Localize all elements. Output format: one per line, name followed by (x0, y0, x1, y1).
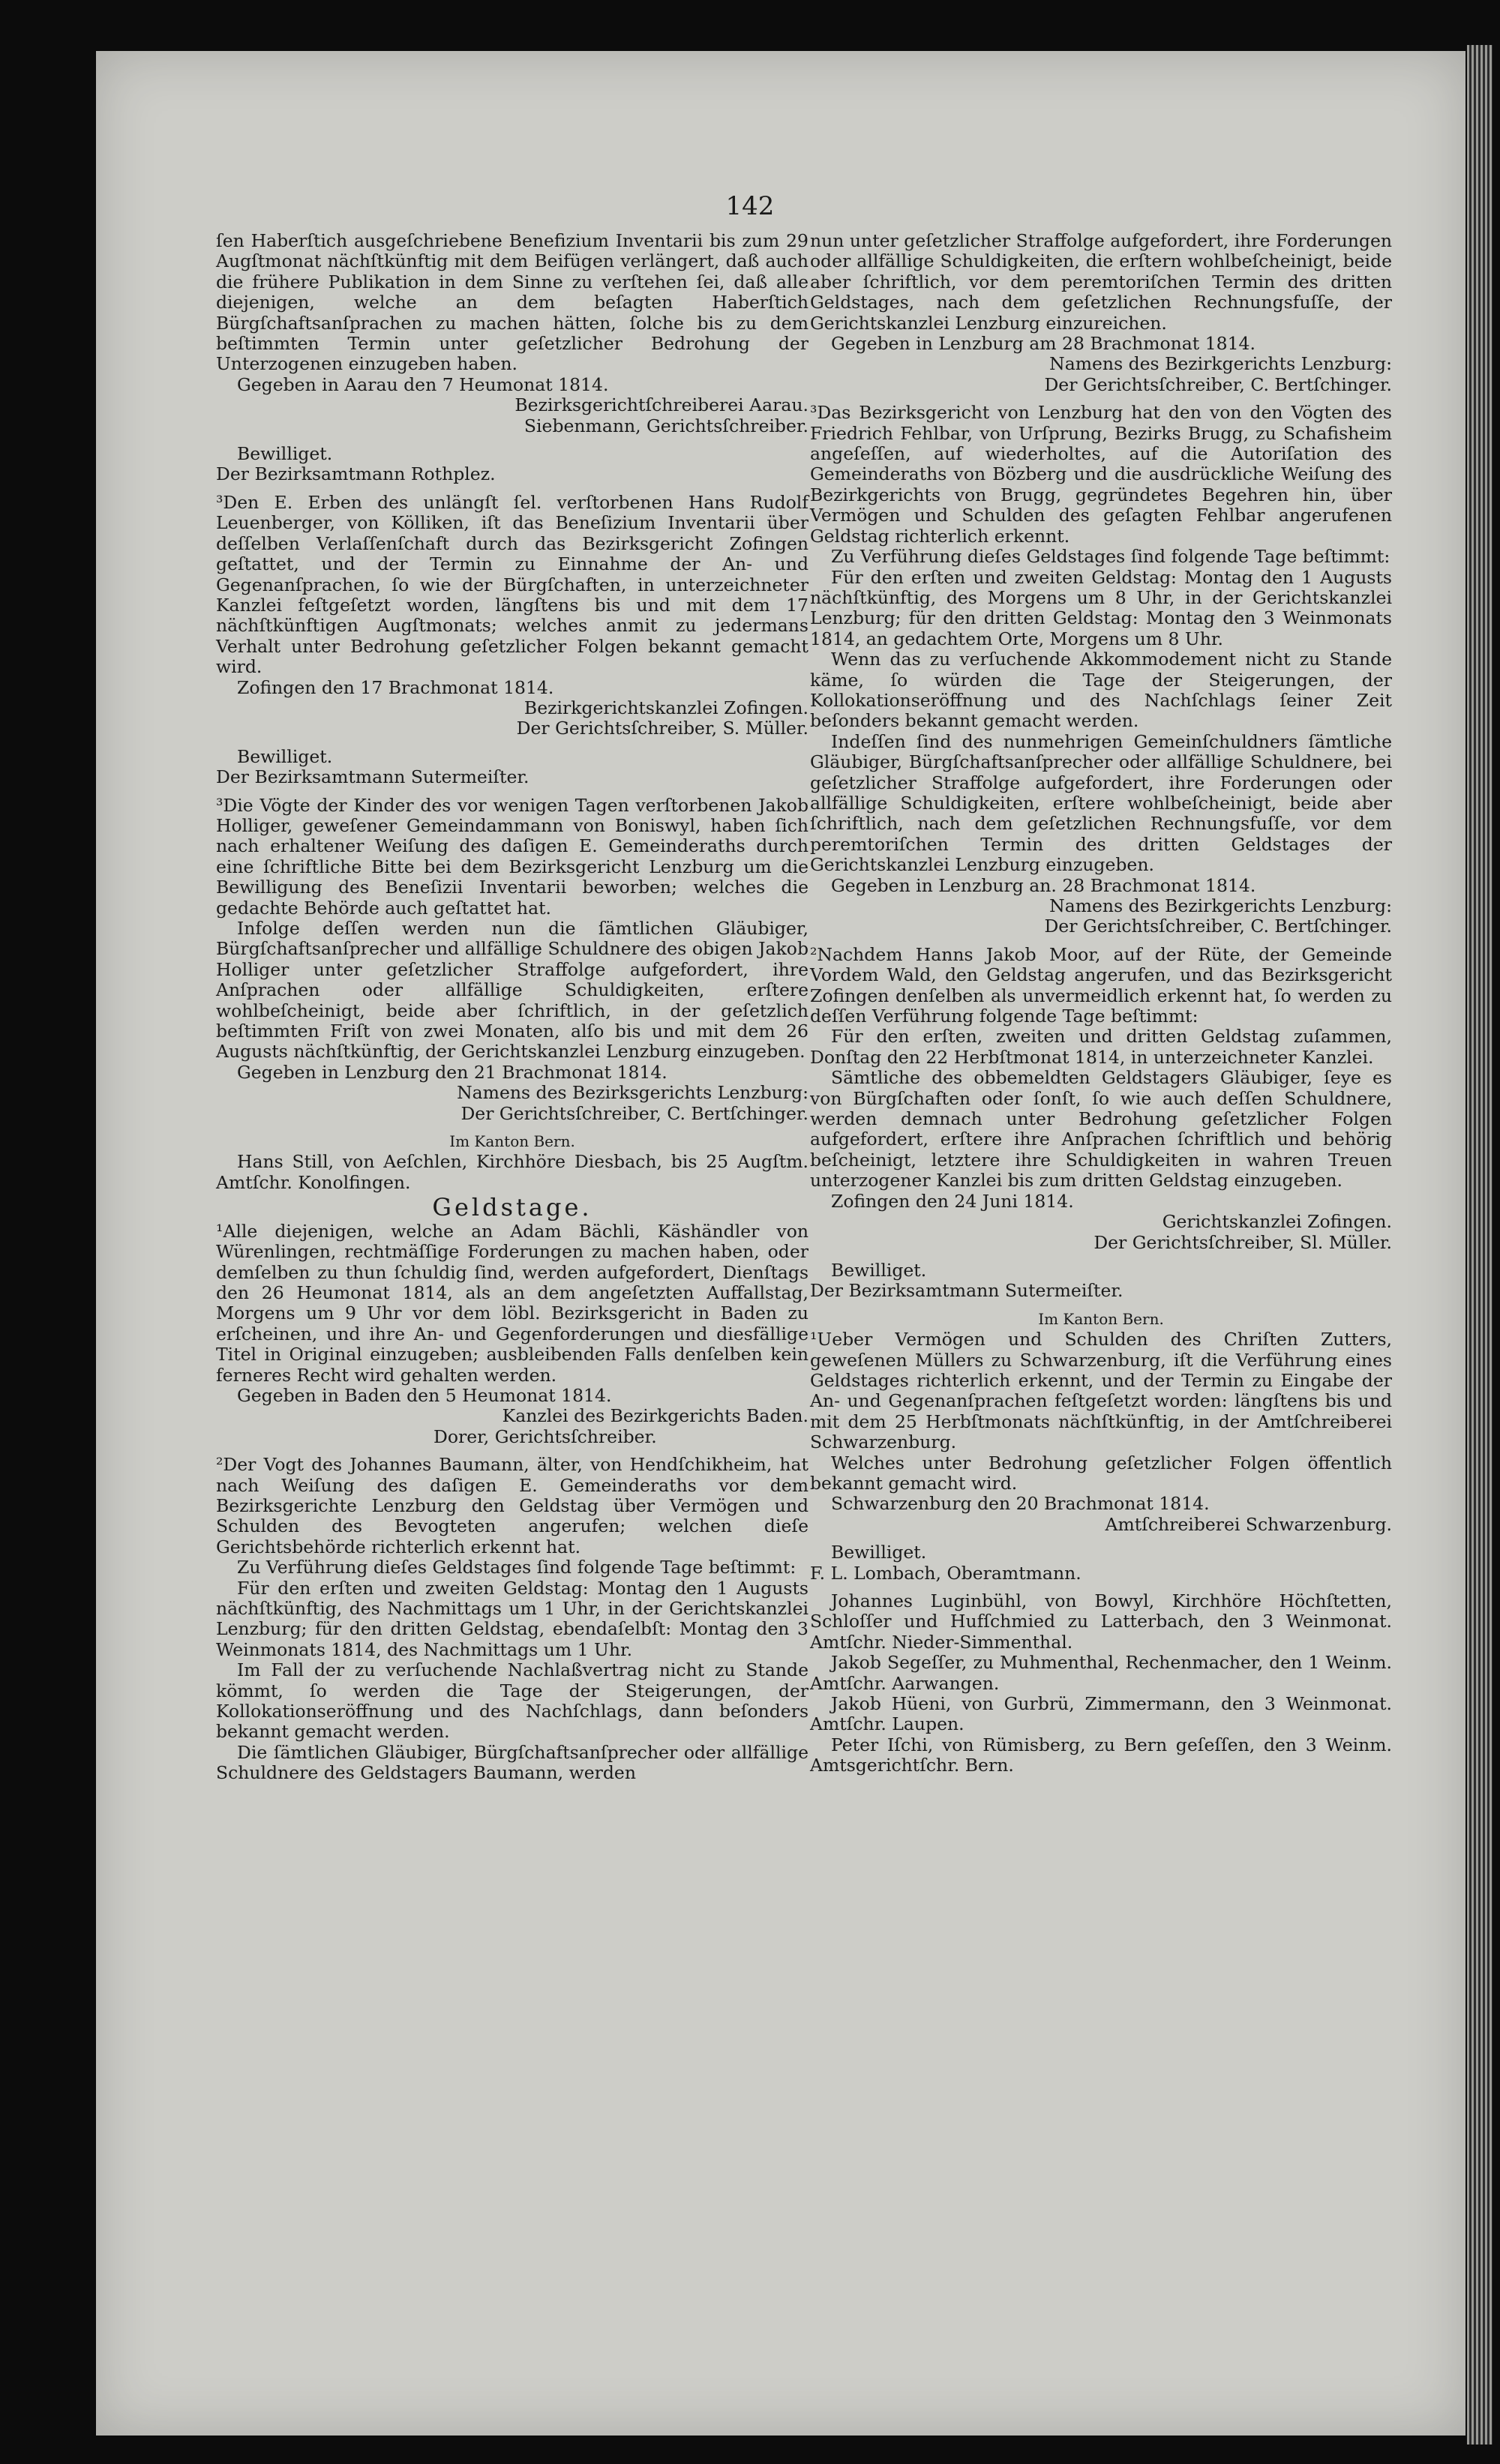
left-column-paragraph: ¹Alle diejenigen, welche an Adam Bächli, Käshändler von Würenlingen, rechtmäſſige Forderungen zu machen haben, oder demſelben zu thun ſchuldig ſind, werden aufgefordert, Dienſtags den 26 Heumonat 1814, als an dem angeſetzten Auffallstag, Morgens um 9 Uhr vor dem löbl. Bezirksgericht in Baden zu erſcheinen, und ihre An- und Gegenforderungen und diesfällige Titel in Original einzugeben; ausbleibenden Falls denſelben kein ferneres Recht wird gehalten werden. (216, 1220, 808, 1386)
left-column-paragraph: Im Kanton Bern. (449, 1132, 575, 1151)
right-column-paragraph: Im Kanton Bern. (1038, 1309, 1164, 1328)
left-column-paragraph: Im Fall der zu verſuchende Nachlaßvertrag nicht zu Stande kömmt, ſo werden die Tage der Steigerungen, der Kollokationseröffnung und des Nachſchlags, dann beſonders bekannt gemacht werden. (216, 1659, 808, 1743)
right-column-paragraph: Der Bezirksamtmann Sutermeiſter. (810, 1280, 1124, 1302)
left-column-paragraph: ³Die Vögte der Kinder des vor wenigen Tagen verſtorbenen Jakob Holliger, geweſener Gemeindammann von Boniswyl, haben ſich nach erhaltener Weiſung des daſigen E. Gemeinderaths durch eine ſchriftliche Bitte bei dem Bezirksgericht Lenzburg um die Bewilligung des Beneſizii Inventarii beworben; welches die gedachte Behörde auch geſtattet hat. (216, 794, 808, 919)
right-column-paragraph: Zu Verführung dieſes Geldstages ſind folgende Tage beſtimmt: (831, 546, 1390, 568)
right-column-paragraph: Jakob Hüeni, von Gurbrü, Zimmermann, den 3 Weinmonat. Amtſchr. Laupen. (810, 1693, 1392, 1735)
right-column-paragraph: Amtſchreiberei Schwarzenburg. (1105, 1513, 1392, 1535)
left-column-paragraph: Bezirkgerichtskanzlei Zofingen. (524, 697, 808, 718)
right-column-paragraph: Zofingen den 24 Juni 1814. (831, 1190, 1074, 1212)
right-column-paragraph: Der Gerichtsſchreiber, C. Bertſchinger. (1044, 373, 1392, 395)
right-column-paragraph: Namens des Bezirkgerichts Lenzburg: (1049, 353, 1392, 375)
right-column-paragraph: F. L. Lombach, Oberamtmann. (810, 1562, 1082, 1584)
right-column-paragraph: Bewilliget. (831, 1542, 927, 1563)
left-column-paragraph: Der Gerichtsſchreiber, S. Müller. (516, 718, 808, 739)
left-column-paragraph: Siebenmann, Gerichtsſchreiber. (524, 415, 808, 436)
left-column (216, 231, 808, 1784)
left-column-paragraph: Der Bezirksamtmann Rothplez. (216, 463, 496, 485)
right-column-paragraph: Gegeben in Lenzburg am 28 Brachmonat 1814. (831, 333, 1256, 355)
left-column-paragraph: Bezirksgerichtſchreiberei Aarau. (514, 394, 808, 416)
right-column-paragraph: Namens des Bezirkgerichts Lenzburg: (1049, 895, 1392, 916)
right-column-paragraph: ³Das Bezirksgericht von Lenzburg hat den von den Vögten des Friedrich Fehlbar, von Urſprung, Bezirks Brugg, zu Schafisheim angeſeſſen, auf wiederholtes, auf die Autoriſation des Gemeinderaths von Bözberg und die ausdrückliche Weiſung des Bezirkgerichts von Brugg, gegründetes Begehren hin, über Vermögen und Schulden des geſagten Fehlbar angerufenen Geldstag richterlich erkennt. (810, 402, 1392, 547)
right-column-paragraph: Der Gerichtsſchreiber, C. Bertſchinger. (1044, 916, 1392, 937)
page-number: 142 (725, 191, 775, 221)
left-column-paragraph: Gegeben in Aarau den 7 Heumonat 1814. (237, 373, 609, 395)
left-column-paragraph: Der Bezirksamtmann Sutermeiſter. (216, 766, 530, 788)
right-column-paragraph: ²Nachdem Hanns Jakob Moor, auf der Rüte, der Gemeinde Vordem Wald, den Geldstag angerufen, und das Bezirksgericht Zofingen denſelben als unvermeidlich erkennt hat, ſo werden zu deſſen Verführung folgende Tage beſtimmt: (810, 943, 1392, 1027)
right-column-paragraph: Sämtliche des obbemeldten Geldstagers Gläubiger, ſeye es von Bürgſchaften oder ſonſt, ſo wie auch deſſen Schuldnere, werden demnach unter Bedrohung geſetzlicher Folgen aufgefordert, erſtere ihre Anſprachen ſchriftlich und behörig beſcheinigt, letztere ihre Schuldigkeiten in wahren Treuen unterzogener Kanzlei bis zum dritten Geldstag einzugeben. (810, 1067, 1392, 1192)
left-column-paragraph: Infolge deſſen werden nun die ſämtlichen Gläubiger, Bürgſchaftsanſprecher und allfällige Schuldnere des obigen Jakob Holliger unter geſetzlicher Straffolge aufgefordert, ihre Anſprachen oder allfällige Schuldigkeiten, erſtere wohlbeſcheinigt, beide aber ſchriftlich, in der geſetzlich beſtimmten Friſt von zwei Monaten, alſo bis und mit dem 26 Augusts nächſtkünftig, der Gerichtskanzlei Lenzburg einzugeben. (216, 918, 808, 1063)
left-column-paragraph: Dorer, Gerichtsſchreiber. (434, 1425, 657, 1447)
right-column-paragraph: Indeſſen ſind des nunmehrigen Gemeinſchuldners ſämtliche Gläubiger, Bürgſchaftsanſprecher oder allfällige Schuldnere, bei geſetzlicher Straffolge aufgefordert, ihre Forderungen oder allfällige Schuldigkeiten, erſtere wohlbeſcheinigt, beide aber ſchriftlich, nach dem geſetzlichen Rechnungsfuſſe, vor dem peremtoriſchen Termin des dritten Geldstages der Gerichtskanzlei Lenzburg einzugeben. (810, 730, 1392, 876)
left-column-paragraph: ſen Haberſtich ausgeſchriebene Benefizium Inventarii bis zum 29 Augſtmonat nächſtkünftig mit dem Beifügen verlängert, daß auch die frühere Publikation in dem Sinne zu verſtehen ſei, daß alle diejenigen, welche an dem beſagten Haberſtich Bürgſchaftsanſprachen zu machen hätten, ſolche bis zu dem beſtimmten Termin unter geſetzlicher Bedrohung der Unterzogenen einzugeben haben. (216, 230, 808, 375)
right-column-paragraph: Peter Iſchi, von Rümisberg, zu Bern geſeſſen, den 3 Weinm. Amtsgerichtſchr. Bern. (810, 1734, 1392, 1776)
left-column-paragraph: Zu Verführung dieſes Geldstages ſind folgende Tage beſtimmt: (237, 1557, 796, 1578)
left-column-paragraph: Hans Still, von Aeſchlen, Kirchhöre Diesbach, bis 25 Augſtm. Amtſchr. Konolfingen. (216, 1151, 808, 1193)
left-column-paragraph: Gegeben in Lenzburg den 21 Brachmonat 1814. (237, 1061, 668, 1083)
left-column-paragraph: Namens des Bezirksgerichts Lenzburg: (457, 1082, 808, 1104)
left-column-paragraph: Für den erſten und zweiten Geldstag: Montag den 1 Augusts nächſtkünftig, des Nachmittags um 1 Uhr, in der Gerichtskanzlei Lenzburg; für den dritten Geldstag, ebendaſelbſt: Montag den 3 Weinmonats 1814, des Nachmittags um 1 Uhr. (216, 1577, 808, 1660)
left-column-paragraph: Geldstage. (432, 1193, 592, 1222)
right-column-paragraph: Gegeben in Lenzburg an. 28 Brachmonat 1814. (831, 874, 1256, 896)
left-column-paragraph: Bewilliget. (237, 443, 333, 465)
left-column-paragraph: Kanzlei des Bezirkgerichts Baden. (502, 1405, 808, 1427)
right-column-paragraph: Jakob Segeſſer, zu Muhmenthal, Rechenmacher, den 1 Weinm. Amtſchr. Aarwangen. (810, 1652, 1392, 1694)
left-column-paragraph: Bewilliget. (237, 745, 333, 767)
left-column-paragraph: ²Der Vogt des Johannes Baumann, älter, von Hendſchikheim, hat nach Weiſung des daſigen E. Gemeinderaths vor dem Bezirksgerichte Lenzburg den Geldstag über Vermögen und Schulden des Bevogteten angerufen; welchen dieſe Gerichtsbehörde richterlich erkennt hat. (216, 1454, 808, 1557)
right-column-paragraph: Johannes Luginbühl, von Bowyl, Kirchhöre Höchſtetten, Schloſſer und Hufſchmied zu Latterbach, den 3 Weinmonat. Amtſchr. Nieder-Simmenthal. (810, 1590, 1392, 1653)
right-column (810, 231, 1392, 1776)
left-column-paragraph: Zofingen den 17 Brachmonat 1814. (237, 676, 554, 698)
right-column-paragraph: Gerichtskanzlei Zofingen. (1162, 1211, 1392, 1233)
left-column-paragraph: Der Gerichtsſchreiber, C. Bertſchinger. (460, 1102, 808, 1124)
right-column-paragraph: Für den erſten und zweiten Geldstag: Montag den 1 Augusts nächſtkünftig, des Morgens um 8 Uhr, in der Gerichtskanzlei Lenzburg; für den dritten Geldstag: Montag den 3 Weinmonats 1814, an gedachtem Orte, Morgens um 8 Uhr. (810, 566, 1392, 649)
right-column-paragraph: Bewilliget. (831, 1259, 927, 1281)
right-column-paragraph: Schwarzenburg den 20 Brachmonat 1814. (831, 1493, 1210, 1515)
right-column-paragraph: nun unter geſetzlicher Straffolge aufgefordert, ihre Forderungen oder allfällige Schuldigkeiten, die erſtern wohlbeſcheinigt, beide aber ſchriftlich, vor dem peremtoriſchen Termin des dritten Geldstages, nach dem geſetzlichen Rechnungsfuſſe, der Gerichtskanzlei Lenzburg einzureichen. (810, 230, 1392, 334)
right-column-paragraph: Der Gerichtsſchreiber, Sl. Müller. (1094, 1231, 1392, 1253)
right-column-paragraph: Welches unter Bedrohung geſetzlicher Folgen öffentlich bekannt gemacht wird. (810, 1452, 1392, 1494)
right-column-paragraph: ¹Ueber Vermögen und Schulden des Chriſten Zutters, geweſenen Müllers zu Schwarzenburg, iſt die Verführung eines Geldstages richterlich erkennt, und der Termin zu Eingabe der An- und Gegenanſprachen feſtgeſetzt worden: längſtens bis und mit dem 25 Herbſtmonats nächſtkünftig, in der Amtſchreiberei Schwarzenburg. (810, 1329, 1392, 1453)
right-column-paragraph: Für den erſten, zweiten und dritten Geldstag zuſammen, Donſtag den 22 Herbſtmonat 1814, in unterzeichneter Kanzlei. (810, 1026, 1392, 1068)
left-column-paragraph: Die ſämtlichen Gläubiger, Bürgſchaftsanſprecher oder allfällige Schuldnere des Geldstagers Baumann, werden (216, 1741, 808, 1784)
page-edge (1467, 45, 1492, 2445)
left-column-paragraph: ³Den E. Erben des unlängſt ſel. verſtorbenen Hans Rudolf Leuenberger, von Kölliken, iſt das Beneſizium Inventarii über deſſelben Verlaſſenſchaft durch das Bezirksgericht Zofingen geſtattet, und der Termin zu Einnahme der An- und Gegenanſprachen, ſo wie der Bürgſchaften, in unterzeichneter Kanzlei feſtgeſetzt worden, längſtens bis und mit dem 17 nächſtkünftigen Augſtmonats; welches anmit zu jedermans Verhalt unter Bedrohung geſetzlicher Folgen bekannt gemacht wird. (216, 491, 808, 678)
left-column-paragraph: Gegeben in Baden den 5 Heumonat 1814. (237, 1384, 612, 1406)
right-column-paragraph: Wenn das zu verſuchende Akkommodement nicht zu Stande käme, ſo würden die Tage der Steigerungen, der Kollokationseröffnung und des Nachſchlags ſeiner Zeit beſonders bekannt gemacht werden. (810, 649, 1392, 732)
